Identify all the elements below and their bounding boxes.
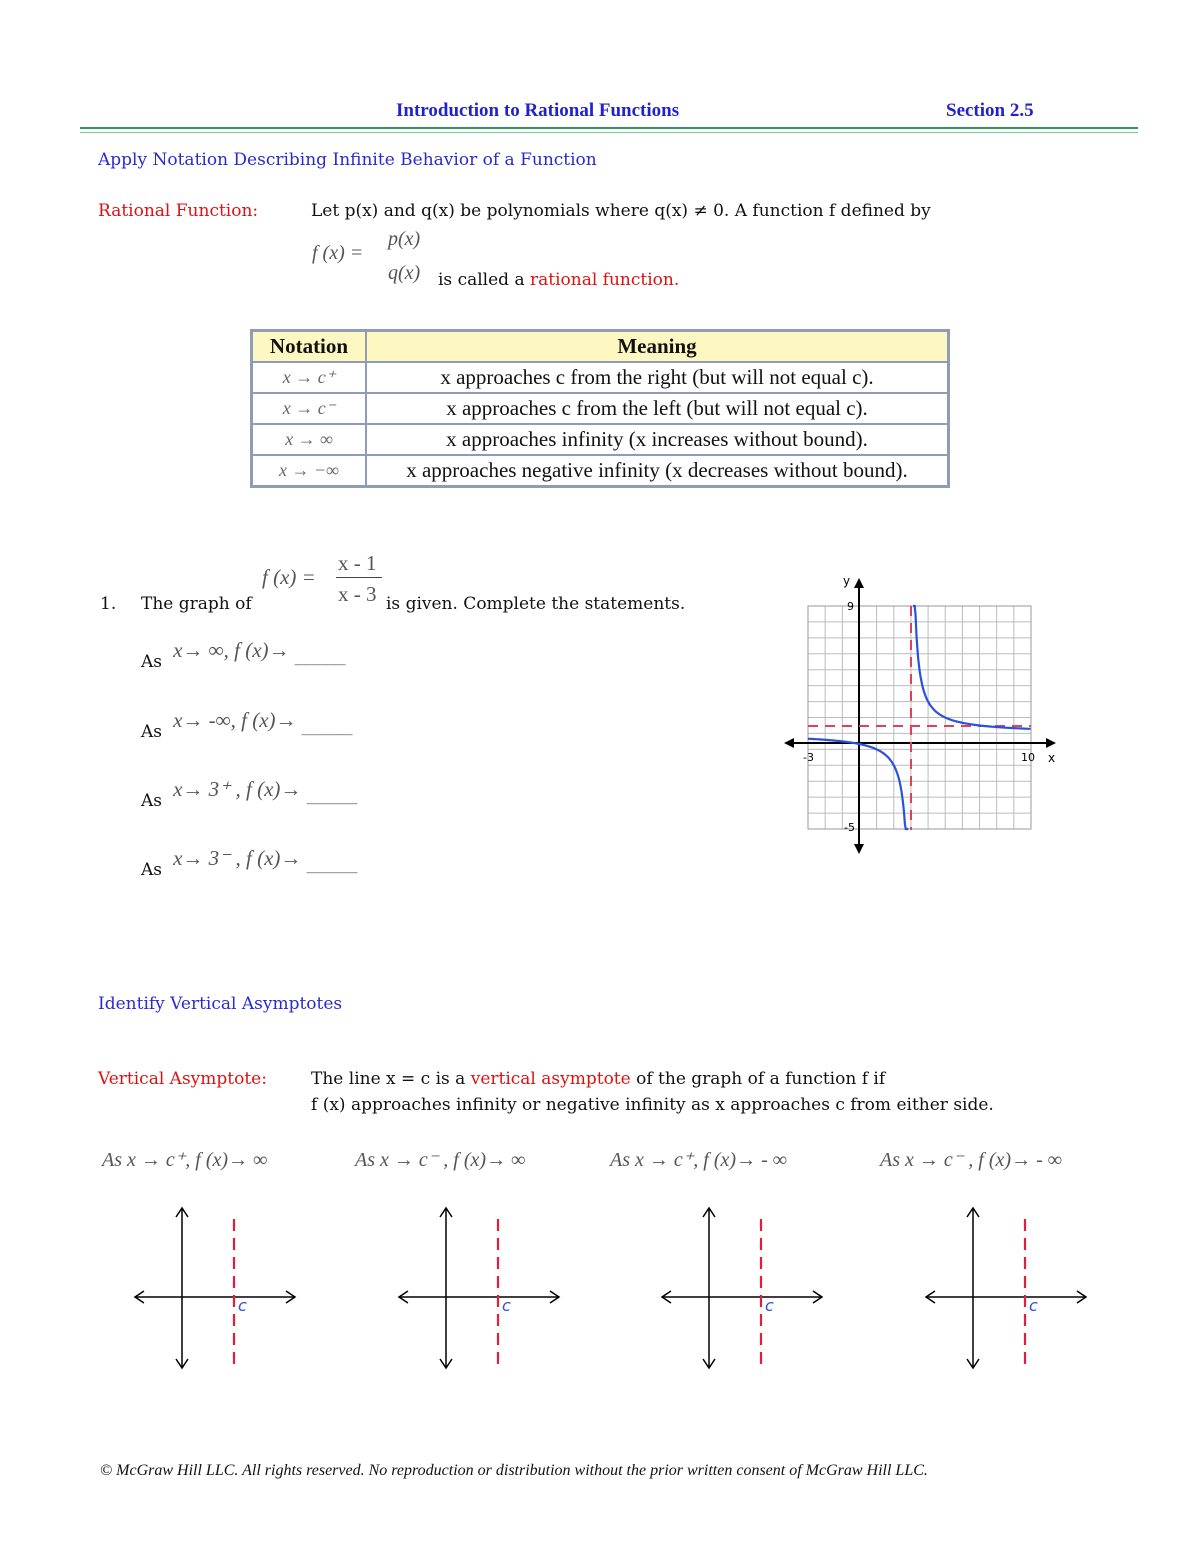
problem-denominator: x - 3 (338, 582, 377, 606)
rational-numerator: p(x) (388, 228, 421, 250)
rational-definition-line1: Let p(x) and q(x) be polynomials where q(x) ≠ 0. A function f defined by (311, 201, 931, 221)
header-rule (80, 127, 1138, 129)
problem-numerator: x - 1 (338, 551, 377, 575)
rational-definition-line2 (438, 270, 679, 290)
case-label: As x → c⁻ , f (x)→ - ∞ (880, 1149, 1062, 1171)
meaning-cell: x approaches c from the left (but will not equal c). (366, 393, 949, 424)
notation-cell: x → c⁻ (252, 393, 367, 424)
table-header-notation: Notation (252, 331, 367, 363)
rational-lhs: f (x) = (312, 242, 364, 264)
term-vertical-asymptote: Vertical Asymptote: (98, 1069, 267, 1089)
case-label: As x → c⁺, f (x)→ ∞ (102, 1149, 268, 1171)
x-axis-label: x (1048, 751, 1056, 765)
rational-line2-term: rational function. (529, 270, 680, 290)
x-min-label: -3 (803, 751, 814, 764)
table-row (252, 393, 949, 424)
va-line1-b: of the graph of a function f if (630, 1069, 886, 1089)
term-rational-function: Rational Function: (98, 201, 259, 221)
statement (141, 846, 358, 881)
table-row (252, 424, 949, 455)
problem-suffix: is given. Complete the statements. (386, 594, 686, 614)
statement (141, 708, 353, 743)
rational-function-graph (780, 572, 1070, 857)
statement (141, 638, 346, 673)
meaning-cell: x approaches c from the right (but will not equal c). (366, 362, 949, 393)
y-max-label: 9 (847, 600, 854, 613)
notation-cell: x → c⁺ (252, 362, 367, 393)
case-graph-3 (657, 1205, 827, 1375)
notation-cell: x → ∞ (252, 424, 367, 455)
problem-number: 1. (100, 594, 117, 614)
case-c-label: c (238, 1296, 247, 1315)
x-max-label: 10 (1021, 751, 1035, 764)
statement-as: As (141, 791, 163, 811)
case-label: As x → c⁻ , f (x)→ ∞ (355, 1149, 526, 1171)
y-axis-down-arrow (854, 844, 864, 854)
problem-lhs: f (x) = (262, 565, 316, 589)
va-definition-line2: f (x) approaches infinity or negative infinity as x approaches c from either side. (311, 1095, 994, 1115)
y-axis-label: y (843, 574, 851, 588)
notation-table (250, 329, 950, 488)
statement-blank[interactable]: ______ (301, 716, 353, 736)
x-axis-left-arrow (784, 738, 794, 748)
case-graph-4 (921, 1205, 1091, 1375)
statement-blank[interactable]: ______ (306, 785, 358, 805)
rational-line2-prefix: is called a (438, 270, 530, 290)
va-definition-line1 (311, 1069, 885, 1089)
case-label: As x → c⁺, f (x)→ - ∞ (610, 1149, 787, 1171)
statement-as: As (141, 652, 163, 672)
meaning-cell: x approaches negative infinity (x decreases without bound). (366, 455, 949, 487)
rational-denominator: q(x) (388, 262, 421, 284)
graph-grid (808, 606, 1031, 829)
table-row (252, 455, 949, 487)
meaning-cell: x approaches infinity (x increases without bound). (366, 424, 949, 455)
case-c-label: c (502, 1296, 511, 1315)
document-title: Introduction to Rational Functions (396, 100, 680, 121)
case-graph-2 (394, 1205, 564, 1375)
statement-blank[interactable]: ______ (306, 854, 358, 874)
fraction-bar (336, 577, 382, 578)
statement-expr: x→ 3⁺ , f (x)→ (173, 777, 302, 801)
y-min-label: -5 (844, 821, 855, 834)
case-c-label: c (765, 1296, 774, 1315)
statement (141, 777, 358, 812)
problem-prefix: The graph of (141, 594, 252, 614)
case-c-label: c (1029, 1296, 1038, 1315)
header-rule-thin (80, 132, 1138, 133)
va-line1-a: The line x = c is a (311, 1069, 471, 1089)
table-header-meaning: Meaning (366, 331, 949, 363)
statement-as: As (141, 860, 163, 880)
notation-cell: x → −∞ (252, 455, 367, 487)
section-label: Section 2.5 (946, 100, 1034, 121)
y-axis-up-arrow (854, 578, 864, 588)
copyright-footer: © McGraw Hill LLC. All rights reserved. No reproduction or distribution without the prior written consent of McGraw Hill LLC. (100, 1462, 928, 1479)
table-header-row (252, 331, 949, 363)
statement-blank[interactable]: ______ (294, 646, 346, 666)
x-axis-right-arrow (1046, 738, 1056, 748)
heading-vertical-asymptotes: Identify Vertical Asymptotes (98, 994, 343, 1014)
heading-infinite-behavior: Apply Notation Describing Infinite Behavior of a Function (98, 150, 597, 170)
statement-expr: x→ -∞, f (x)→ (173, 708, 297, 732)
statement-as: As (141, 722, 163, 742)
table-row (252, 362, 949, 393)
statement-expr: x→ 3⁻ , f (x)→ (173, 846, 302, 870)
case-graph-1 (130, 1205, 300, 1375)
curve-right-branch (913, 606, 1031, 729)
statement-expr: x→ ∞, f (x)→ (173, 638, 290, 662)
va-line1-term: vertical asymptote (470, 1069, 631, 1089)
